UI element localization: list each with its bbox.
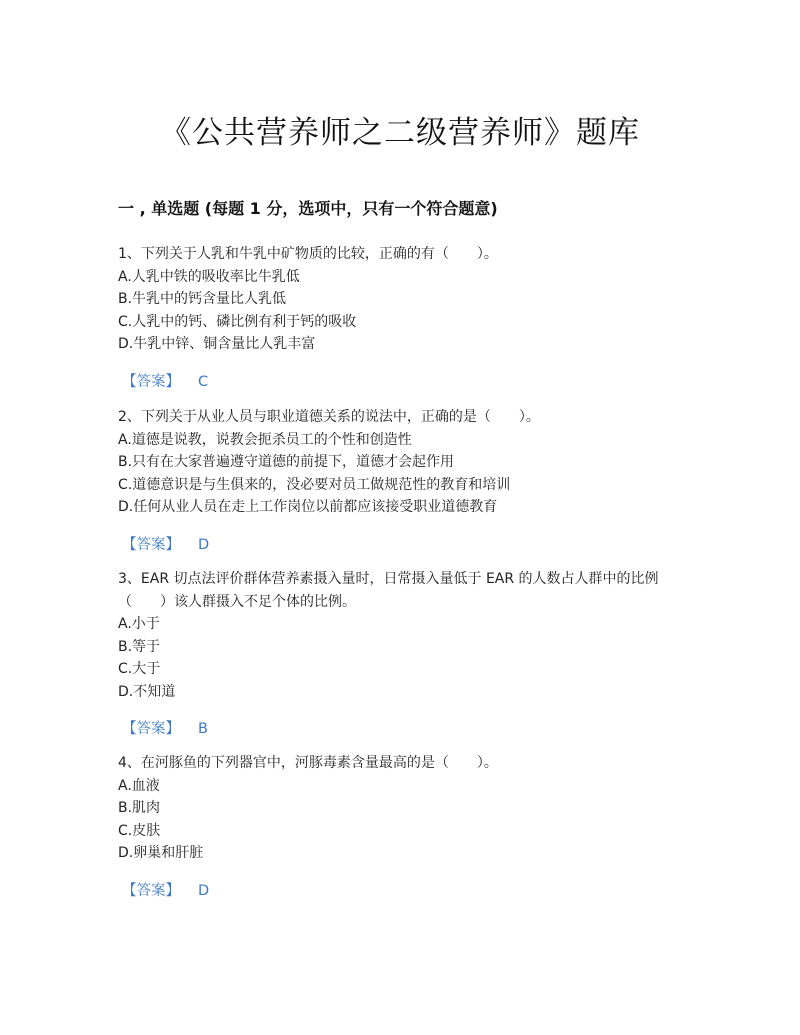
answer-value: C — [198, 374, 209, 390]
option-a: A.道德是说教，说教会扼杀员工的个性和创造性 — [118, 431, 412, 448]
question-1 — [118, 243, 698, 356]
option-d: D.不知道 — [118, 683, 176, 700]
question-4 — [118, 752, 698, 865]
answer-label: 【答案】 — [122, 721, 180, 737]
option-c: C.大于 — [118, 661, 161, 677]
answer-label: 【答案】 — [122, 537, 180, 553]
option-a: A.小于 — [118, 616, 160, 632]
option-c: C.人乳中的钙、磷比例有利于钙的吸收 — [118, 313, 357, 330]
option-d: D.牛乳中锌、铜含量比人乳丰富 — [118, 336, 316, 352]
question-3 — [118, 568, 698, 703]
option-d: D.卵巢和肝脏 — [118, 845, 204, 861]
answer-1 — [122, 370, 208, 391]
option-b: B.只有在大家普遍遵守道德的前提下，道德才会起作用 — [118, 454, 455, 470]
section-heading: 一 , 单选题 (每题 1 分，选项中，只有一个符合题意) — [118, 199, 498, 218]
answer-label: 【答案】 — [122, 374, 180, 390]
option-c: C.皮肤 — [118, 822, 161, 839]
option-c: C.道德意识是与生俱来的，没必要对员工做规范性的教育和培训 — [118, 476, 511, 493]
question-stem: 4、在河豚鱼的下列器官中，河豚毒素含量最高的是（ ）。 — [118, 755, 498, 771]
question-stem: 3、EAR 切点法评价群体营养素摄入量时，日常摄入量低于 EAR 的人数占人群中的比例（ ）该人群摄入不足个体的比例。 — [118, 571, 659, 610]
answer-value: B — [198, 721, 208, 737]
answer-label: 【答案】 — [122, 883, 180, 899]
question-stem: 1、下列关于人乳和牛乳中矿物质的比较，正确的有（ ）。 — [118, 246, 498, 262]
answer-2 — [122, 533, 209, 554]
option-b: B.等于 — [118, 638, 161, 655]
answer-4 — [122, 879, 209, 900]
question-stem: 2、下列关于从业人员与职业道德关系的说法中，正确的是（ ）。 — [118, 409, 540, 425]
option-a: A.血液 — [118, 777, 160, 794]
document-title: 《公共营养师之二级营养师》题库 — [160, 115, 640, 151]
option-d: D.任何从业人员在走上工作岗位以前都应该接受职业道德教育 — [118, 499, 498, 515]
answer-value: D — [198, 883, 210, 899]
answer-3 — [122, 717, 208, 738]
option-a: A.人乳中铁的吸收率比牛乳低 — [118, 268, 300, 285]
option-b: B.肌肉 — [118, 800, 161, 816]
answer-value: D — [198, 537, 210, 553]
question-2 — [118, 406, 698, 519]
option-b: B.牛乳中的钙含量比人乳低 — [118, 291, 287, 307]
